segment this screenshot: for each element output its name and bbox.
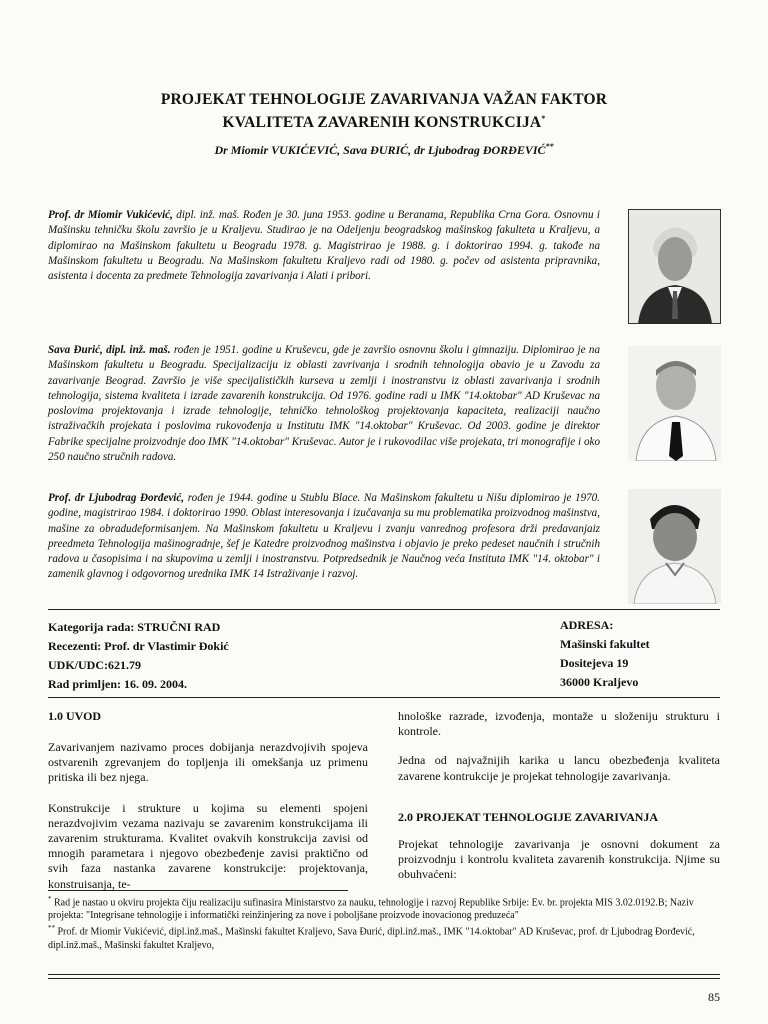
author-photo-vukicevic <box>628 209 721 324</box>
address-label: ADRESA: <box>560 618 614 632</box>
udk-line: UDK/UDC:621.79 <box>48 658 141 672</box>
footnote-divider <box>48 890 348 891</box>
footnote-mark: ** <box>48 924 55 933</box>
paper-metadata <box>48 618 468 694</box>
portrait-image <box>628 346 721 461</box>
title-line-1: PROJEKAT TEHNOLOGIJE ZAVARIVANJA VAŽAN FAKTOR <box>160 91 608 108</box>
address-line-1: Mašinski fakultet <box>560 637 650 651</box>
author-line <box>60 142 708 158</box>
address-line-3: 36000 Kraljevo <box>560 675 639 689</box>
footnote-text: Rad je nastao u okviru projekta čiju realizaciju sufinasira Ministarstvo za nauku, tehnologije i razvoj Republike Srbije: Ev. br. projekta MIS 3.02.0192.B; Naziv projekta: "Integrisane tehnologije i informatički reinžinjering za nove i poboljšane proizvode inovacionog preduzeća" <box>48 897 694 922</box>
author-names: Dr Miomir VUKIĆEVIĆ, Sava ĐURIĆ, dr Ljubodrag ĐORĐEVIĆ <box>214 143 546 157</box>
footnote-text: Prof. dr Miomir Vukićević, dipl.inž.maš., Mašinski fakultet Kraljevo, Sava Đurić, dipl.inž.maš., IMK "14.oktobar" AD Kruševac, prof. dr Ljubodrag Đorđević, dipl.inž.maš., Mašinski fakultet Kraljevo, <box>48 926 695 951</box>
category-line: Kategorija rada: STRUČNI RAD <box>48 620 221 634</box>
section-heading-projekat: 2.0 PROJEKAT TEHNOLOGIJE ZAVARIVANJA <box>398 809 659 824</box>
paragraph: Projekat tehnologije zavarivanja je osnovni dokument za proizvodnju i kontrolu kvaliteta zavarenih konstrukcija. Njime su obuhvaćeni: <box>398 836 720 882</box>
paragraph: Zavarivanjem nazivamo proces dobijanja nerazdvojivih spojeva ostvarenih zgrevanjem do topljenja ili omekšanja uz primenu pritiska ili bez njega. <box>48 740 368 785</box>
footnote-1 <box>48 893 720 922</box>
paragraph: Konstrukcije i strukture u kojima su elementi spojeni nerazdvojivim vezama nazivaju se zavarenim konstrukcijama ili zavarenim strukturama. Kvalitet ovakvih konstrukcija zavisi od mnogih parametara i njegovo obezbeđenje zavisi praktično od svih faza nastanka zavarene konstrukcije: projektovanja, konstruisanja, te- <box>48 800 368 891</box>
portrait-image <box>628 489 721 604</box>
divider-top <box>48 609 720 610</box>
bio-name: Sava Đurić, dipl. inž. maš. <box>48 344 171 356</box>
section-heading-uvod: 1.0 UVOD <box>48 709 102 723</box>
right-column <box>398 709 720 882</box>
divider-middle <box>48 697 720 698</box>
bio-name: Prof. dr Miomir Vukićević, <box>48 209 173 221</box>
bio-djordjevic <box>48 491 600 583</box>
bio-name: Prof. dr Ljubodrag Đorđević, <box>48 492 185 504</box>
bio-vukicevic <box>48 208 600 284</box>
reviewer-line: Recezenti: Prof. dr Vlastimir Đokić <box>48 639 229 653</box>
portrait-image <box>628 209 721 324</box>
bottom-rule-1 <box>48 974 720 975</box>
title-line-2-text: KVALITETA ZAVARENIH KONSTRUKCIJA <box>222 114 542 132</box>
bio-text: rođen je 1951. godine u Kruševcu, gde je završio osnovnu školu i gimnaziju. Diplomirao je na Mašinskom fakultetu u Beogradu. Specijalizaciju iz oblasti zavrivanja i srodnih tehnologija obavio je u Zavodu za zavarivanje Beograd. Završio je više specijalističkih kurseva u zemlji i inostranstvu iz oblasti zavarivanja i srodnih tehnologija, sistema kvaliteta i izrade zavarenih konstrukcija. Od 1976. godine radi u IMK "14.oktobar" AD Kruševac na poslovima projektovanja i izrade tehnologije, tehničko tehnološkog projektovanja kapaciteta, realizaciji naučno istraživačkih projekata i poslovima rukovođenja u Institutu IMK "14.oktobar" Kruševac. Od 2003. godine je direktor Fabrike specijalne proizvodnje doo IMK "14.oktobar" Kruševac. Autor je i rukovodilac više projekata, tri monografije i oko 250 naučno stručnih radova. <box>48 344 601 464</box>
bottom-rule-2 <box>48 978 720 979</box>
title-line-2 <box>60 109 708 132</box>
bio-text: dipl. inž. maš. Rođen je 30. juna 1953. godine u Beranama, Republika Crna Gora. Osnovnu i Mašinsku tehničku školu završio je u Kraljevu. Studirao je na Odeljenju beogradskog mašinskog fakulteta u Kraljevu, a diplomirao na Mašinskom fakultetu u Beogradu 1978. g. Magistrirao je 1988. g. i doktorirao 1994. g. takođe na Mašinskom fakultetu u Beogradu. Na Mašinskom fakultetu Kraljevo radi od 1980. g. počev od asistenta pripravnika, asistenta i docenta za predmete Tehnologija zavarivanja i Alati i pribori. <box>48 209 600 283</box>
address-line-2: Dositejeva 19 <box>560 656 629 670</box>
bio-text: rođen je 1944. godine u Stublu Blace. Na Mašinskom fakultetu u Nišu diplomirao je 1970. godine, magistrirao 1984. i doktorirao 1990. Oblast interesovanja i izučavanja su mu problematika proizvodnog mašinstva, mašine za obradudeformisanjem. Na Mašinskom fakultetu u Kraljevu i zvanju vanrednog profesora drži predavanjaiz preedmeta Tehnologija mašinogradnje, šef je Katedre proizvodnog mašinstva i objavio je preko pedeset naučnih i stručnih radova u časopisima i na skupovima u zemlji i inostranstvu. Potpredsednik je Naučnog veća Instituta IMK "14. oktobar" i zamenik glavnog i odgovornog urednika IMK 14 Istraživanje i razvoj. <box>48 492 600 581</box>
bio-djuric <box>48 343 600 465</box>
footnote-2 <box>48 922 720 951</box>
author-photo-djordjevic <box>628 489 721 604</box>
footnotes <box>48 893 720 952</box>
page-number: 85 <box>708 990 720 1004</box>
footnote-mark: * <box>48 895 52 903</box>
paragraph: hnološke razrade, izvođenja, montaže u složeniju strukturu i kontrole. <box>398 709 720 739</box>
author-photo-djuric <box>628 346 721 461</box>
paragraph: Jedna od najvažnijih karika u lancu obezbeđenja kvaliteta zavarene kontrukcije je projekat tehnologije zavarivanja. <box>398 753 720 783</box>
left-column <box>48 709 368 892</box>
address-block <box>560 616 720 692</box>
received-line: Rad primljen: 16. 09. 2004. <box>48 677 187 691</box>
paper-title <box>60 90 708 132</box>
author-footnote-mark: ** <box>545 142 554 151</box>
title-footnote-mark: * <box>541 114 546 123</box>
